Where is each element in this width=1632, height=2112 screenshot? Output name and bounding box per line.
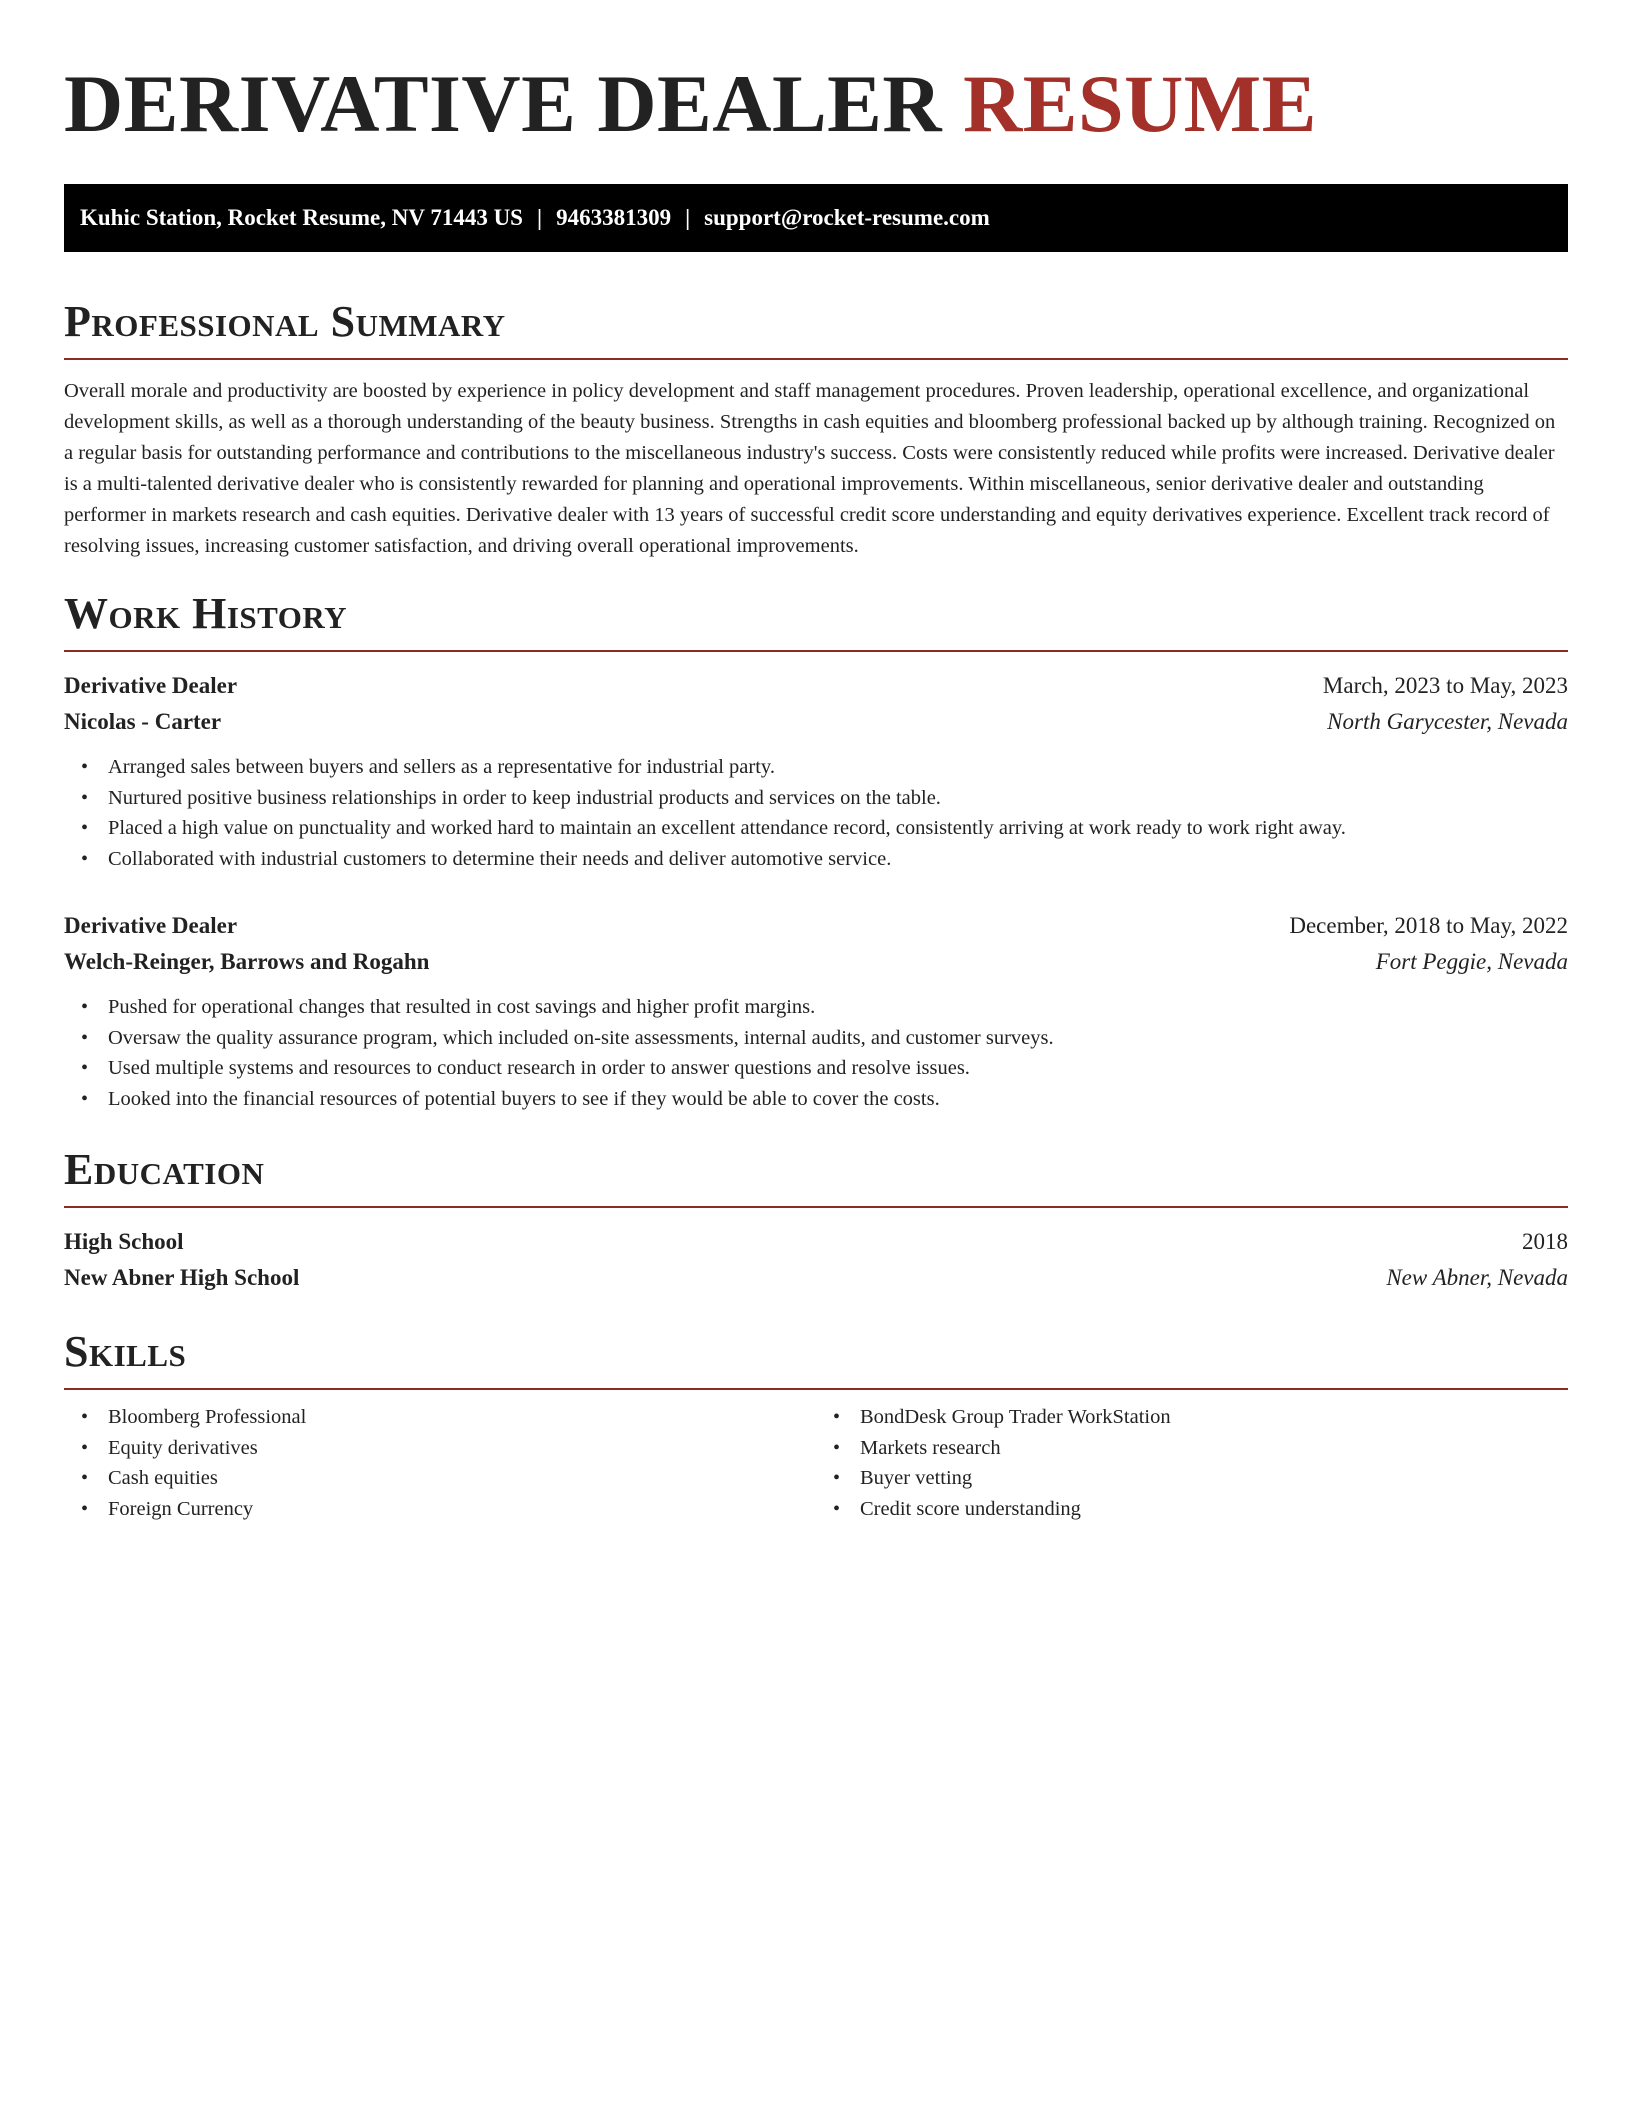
- section-heading: Skills: [64, 1327, 187, 1376]
- list-item: • Oversaw the quality assurance program, which included on-site assessments, internal audits, and customer surveys.: [108, 1023, 1568, 1054]
- skill-item: • Equity derivatives: [108, 1433, 816, 1464]
- list-item: • Placed a high value on punctuality and worked hard to maintain an excellent attendance record, consistently arriving at work ready to work right away.: [108, 813, 1568, 844]
- section-heading: Work History: [64, 589, 348, 638]
- contact-separator: |: [685, 205, 691, 230]
- title-main: DERIVATIVE DEALER: [64, 58, 943, 149]
- job-company: Nicolas - Carter: [64, 709, 222, 734]
- summary-section: [64, 296, 1568, 562]
- job-company-row: [64, 944, 1568, 980]
- job-header-row: [64, 668, 1568, 704]
- list-item: • Nurtured positive business relationships in order to keep industrial products and services on the table.: [108, 783, 1568, 814]
- education-school-row: [64, 1260, 1568, 1296]
- job-location: Fort Peggie, Nevada: [1375, 949, 1568, 974]
- summary-text: Overall morale and productivity are boosted by experience in policy development and staff management procedures. Proven leadership, operational excellence, and organizational development skills, as well as a thorough understanding of the beauty business. Strengths in cash equities and bloomberg professional backed up by although training. Recognized on a regular basis for outstanding performance and contributions to the miscellaneous industry's success. Costs were consistently reduced while profits were increased. Derivative dealer is a multi-talented derivative dealer who is consistently rewarded for planning and operational improvements. Within miscellaneous, senior derivative dealer and outstanding performer in markets research and cash equities. Derivative dealer with 13 years of successful credit score understanding and equity derivatives experience. Excellent track record of resolving issues, increasing customer satisfaction, and driving overall operational improvements.: [64, 380, 1556, 557]
- skill-item: • Cash equities: [108, 1463, 816, 1494]
- skills-list-left: [64, 1402, 816, 1524]
- contact-separator: |: [536, 205, 543, 230]
- title-accent: RESUME: [963, 58, 1317, 149]
- education-year: 2018: [1522, 1229, 1568, 1254]
- resume-title: [64, 0, 1568, 150]
- skills-grid: [64, 1402, 1568, 1524]
- section-divider: [64, 650, 1568, 652]
- job-entry: [64, 908, 1568, 1114]
- section-divider: [64, 1388, 1568, 1390]
- section-heading: Education: [64, 1145, 265, 1194]
- education-section: [64, 1144, 1568, 1296]
- job-company-row: [64, 704, 1568, 740]
- work-history-section: [64, 588, 1568, 1114]
- education-school: New Abner High School: [64, 1265, 300, 1290]
- job-bullets: [64, 992, 1568, 1114]
- contact-bar: [64, 184, 1568, 252]
- skill-item: • BondDesk Group Trader WorkStation: [860, 1402, 1568, 1433]
- education-location: New Abner, Nevada: [1386, 1265, 1568, 1290]
- contact-email: support@rocket-resume.com: [704, 205, 990, 230]
- education-header-row: [64, 1224, 1568, 1260]
- section-divider: [64, 1206, 1568, 1208]
- list-item: • Used multiple systems and resources to conduct research in order to answer questions and resolve issues.: [108, 1053, 1568, 1084]
- skills-section: [64, 1326, 1568, 1524]
- list-item: • Pushed for operational changes that resulted in cost savings and higher profit margins.: [108, 992, 1568, 1023]
- skill-item: • Markets research: [860, 1433, 1568, 1464]
- list-item: • Arranged sales between buyers and sellers as a representative for industrial party.: [108, 752, 1568, 783]
- job-title: Derivative Dealer: [64, 913, 238, 938]
- education-degree: High School: [64, 1229, 184, 1254]
- skill-item: • Bloomberg Professional: [108, 1402, 816, 1433]
- job-company: Welch-Reinger, Barrows and Rogahn: [64, 949, 430, 974]
- contact-address: Kuhic Station, Rocket Resume, NV 71443 US: [80, 205, 523, 230]
- skill-item: • Foreign Currency: [108, 1494, 816, 1525]
- job-location: North Garycester, Nevada: [1327, 709, 1568, 734]
- skills-list-right: [816, 1402, 1568, 1524]
- skill-item: • Buyer vetting: [860, 1463, 1568, 1494]
- job-bullets: [64, 752, 1568, 874]
- contact-phone: 9463381309: [556, 205, 672, 230]
- education-entry: [64, 1224, 1568, 1296]
- job-dates: March, 2023 to May, 2023: [1322, 673, 1568, 698]
- job-dates: December, 2018 to May, 2022: [1289, 913, 1568, 938]
- job-entry: [64, 668, 1568, 874]
- job-header-row: [64, 908, 1568, 944]
- job-title: Derivative Dealer: [64, 673, 238, 698]
- section-divider: [64, 358, 1568, 360]
- skill-item: • Credit score understanding: [860, 1494, 1568, 1525]
- list-item: • Looked into the financial resources of potential buyers to see if they would be able to cover the costs.: [108, 1084, 1568, 1115]
- section-heading: Professional Summary: [64, 297, 506, 346]
- list-item: • Collaborated with industrial customers to determine their needs and deliver automotive service.: [108, 844, 1568, 875]
